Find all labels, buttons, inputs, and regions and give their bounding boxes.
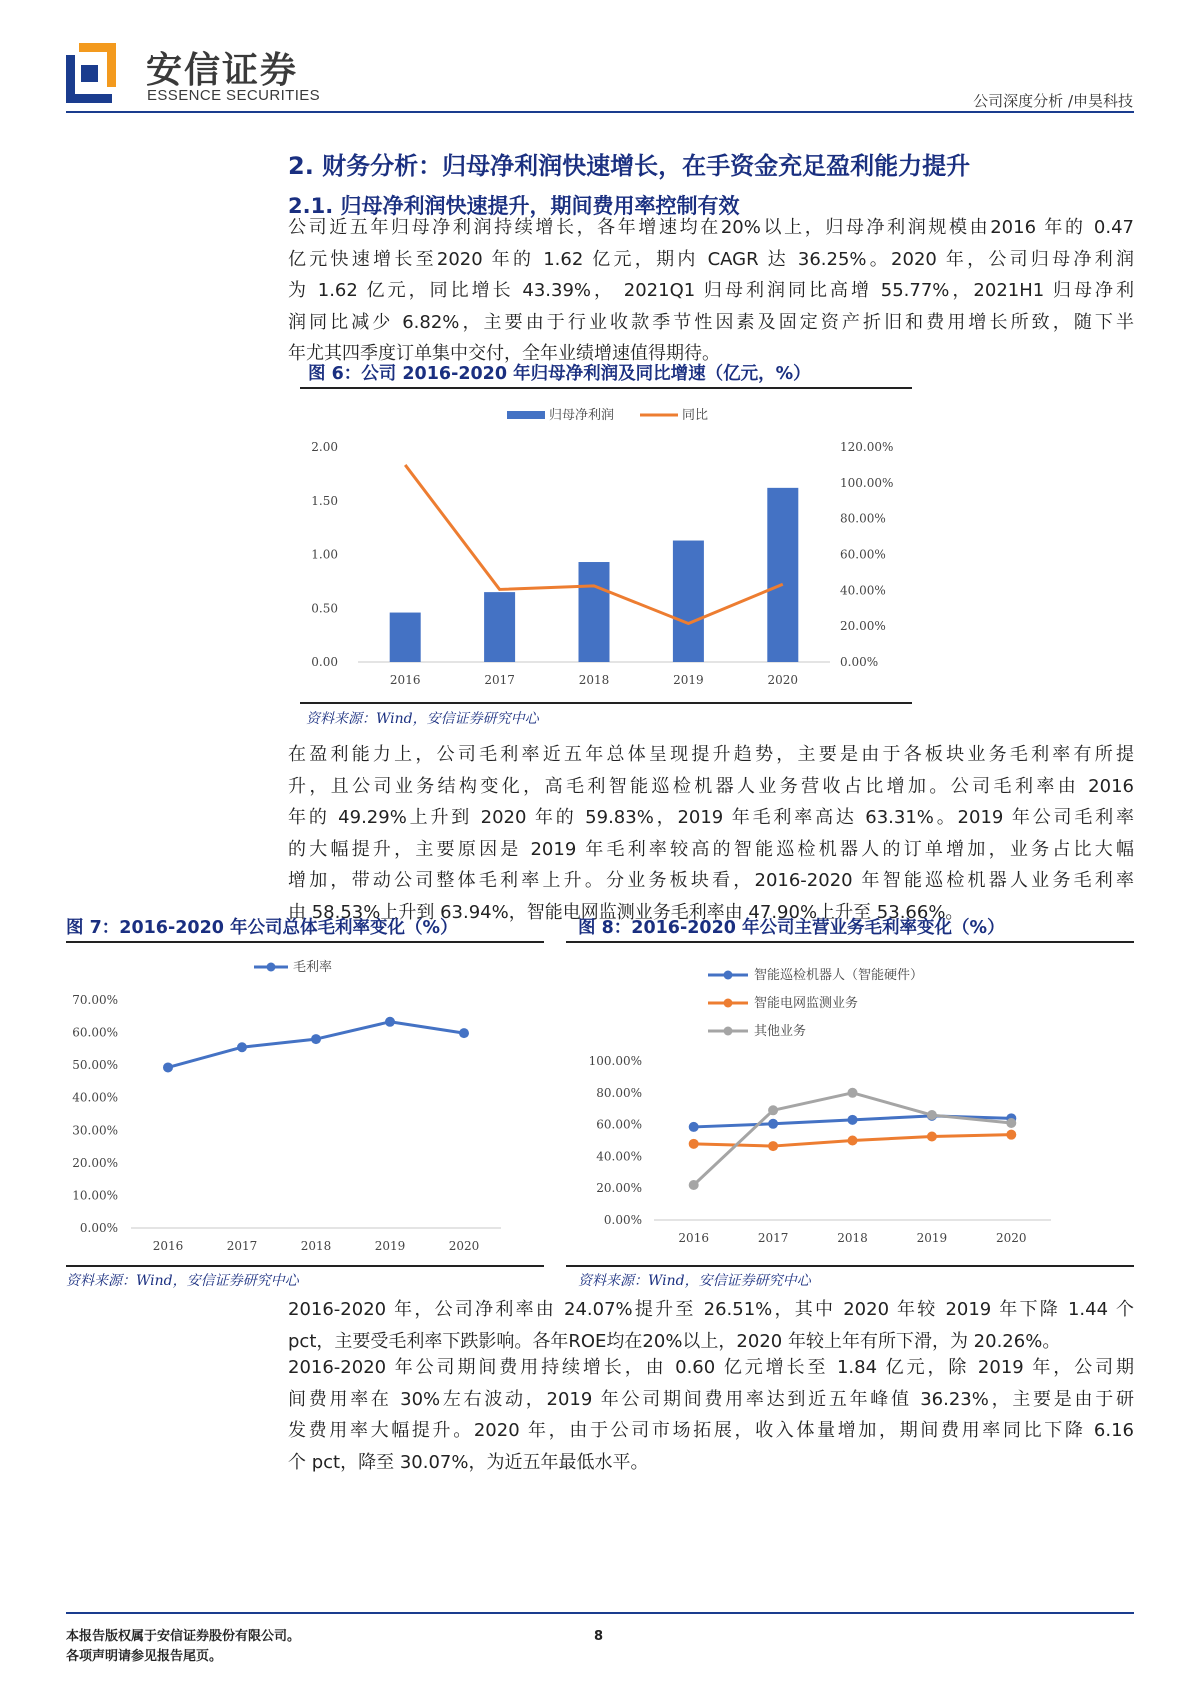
text-line: 在盈利能力上，公司毛利率近五年总体呈现提升趋势，主要是由于各板块业务毛利率有所提 <box>288 744 1134 765</box>
x-tick-label: 2016 <box>678 1231 709 1245</box>
page-number: 8 <box>594 1629 604 1644</box>
legend-label-gross-margin: 毛利率 <box>293 960 333 975</box>
data-point-1-2017 <box>768 1141 778 1151</box>
y-left-tick-label: 1.00 <box>311 547 338 562</box>
figure-7-title: 图 7：2016-2020 年公司总体毛利率变化（%） <box>66 918 458 938</box>
footer-disclaimer <box>66 1627 300 1667</box>
text-line: pct，主要受毛利率下跌影响。各年ROE均在20%以上，2020 年较上年有所下滑，为 20.26%。 <box>288 1330 1061 1352</box>
figure-6-chart <box>300 392 912 700</box>
legend-label-yoy: 同比 <box>682 408 709 423</box>
figure-8-title: 图 8：2016-2020 年公司主营业务毛利率变化（%） <box>578 918 1005 938</box>
y-tick-label: 50.00% <box>72 1058 118 1073</box>
bar-net-profit-2017 <box>484 592 515 662</box>
paragraph-net-margin <box>288 1294 1134 1357</box>
y-tick-label: 100.00% <box>588 1054 642 1068</box>
paragraph-expense-ratio <box>288 1352 1134 1478</box>
legend-label-0: 智能巡检机器人（智能硬件） <box>754 968 924 983</box>
data-point-0-2017 <box>768 1119 778 1129</box>
y-tick-label: 0.00% <box>79 1221 118 1235</box>
y-tick-label: 20.00% <box>72 1155 118 1170</box>
x-tick-label: 2020 <box>448 1239 480 1253</box>
bar-net-profit-2016 <box>390 613 421 662</box>
paragraph-gross-margin <box>288 739 1134 928</box>
y-right-tick-label: 100.00% <box>840 475 894 490</box>
figure-8-bottom-rule <box>566 1265 1134 1267</box>
y-right-tick-label: 80.00% <box>840 511 886 526</box>
legend-marker-0 <box>724 971 733 980</box>
bar-net-profit-2019 <box>673 541 704 662</box>
text-line: 润同比减少 6.82%，主要由于行业收款季节性因素及固定资产折旧和费用增长所致，随下半 <box>288 311 1134 333</box>
data-point-2-2017 <box>768 1105 778 1115</box>
x-tick-label: 2017 <box>226 1239 258 1253</box>
y-tick-label: 80.00% <box>596 1085 642 1100</box>
x-tick-label: 2016 <box>152 1239 184 1253</box>
legend-marker-gross-margin <box>267 963 276 972</box>
data-point-0-2017 <box>237 1042 247 1052</box>
figure-7-chart <box>66 945 544 1263</box>
text-line: 个 pct，降至 30.07%，为近五年最低水平。 <box>288 1451 649 1473</box>
subsection-title: 2.1. 归母净利润快速提升，期间费用率控制有效 <box>288 194 740 218</box>
y-tick-label: 20.00% <box>596 1181 642 1196</box>
text-line: 亿元快速增长至2020 年的 1.62 亿元，期内 CAGR 达 36.25%。2020 年，公司归母净利润 <box>288 248 1134 270</box>
section-title: 2. 财务分析：归母净利润快速增长，在手资金充足盈利能力提升 <box>288 152 971 180</box>
header-divider <box>66 111 1134 113</box>
data-point-2-2020 <box>1006 1118 1016 1128</box>
text-line: 升，且公司业务结构变化，高毛利智能巡检机器人业务营收占比增加。公司毛利率由 2016 <box>288 775 1134 797</box>
y-tick-label: 0.00% <box>603 1213 642 1227</box>
legend-swatch-net-profit <box>507 411 545 419</box>
y-tick-label: 60.00% <box>72 1025 118 1040</box>
brand-name-en: ESSENCE SECURITIES <box>147 87 321 104</box>
data-point-1-2019 <box>927 1132 937 1142</box>
text-line: 为 1.62 亿元，同比增长 43.39%， 2021Q1 归母利润同比高增 55.77%，2021H1 归母净利 <box>288 280 1134 301</box>
figure-6-source: 资料来源：Wind，安信证券研究中心 <box>306 711 539 727</box>
x-tick-label: 2018 <box>837 1231 868 1245</box>
data-point-2-2019 <box>927 1110 937 1120</box>
text-line: 年的 49.29%上升到 2020 年的 59.83%，2019 年毛利率高达 63.31%。2019 年公司毛利率 <box>288 807 1134 828</box>
legend-marker-2 <box>724 1027 733 1036</box>
y-tick-label: 30.00% <box>72 1123 118 1138</box>
legend-marker-1 <box>724 999 733 1008</box>
figure-7-source: 资料来源：Wind，安信证券研究中心 <box>66 1273 299 1289</box>
data-point-2-2016 <box>689 1180 699 1190</box>
y-left-tick-label: 0.00 <box>311 655 338 669</box>
paragraph-net-profit <box>288 212 1134 370</box>
text-line: 年尤其四季度订单集中交付，全年业绩增速值得期待。 <box>288 343 720 364</box>
text-line: 公司近五年归母净利润持续增长，各年增速均在20%以上，归母净利润规模由2016 年的 0.47 <box>288 217 1134 238</box>
y-left-tick-label: 1.50 <box>311 493 338 508</box>
footer-divider <box>66 1612 1134 1614</box>
data-point-1-2018 <box>848 1136 858 1146</box>
data-point-0-2016 <box>163 1062 173 1072</box>
brand-name-cn: 安信证券 <box>146 50 299 91</box>
report-type: 公司深度分析 /申昊科技 <box>973 92 1133 110</box>
footer-copyright: 本报告版权属于安信证券股份有限公司。 <box>66 1629 301 1644</box>
data-point-0-2016 <box>689 1122 699 1132</box>
x-tick-label: 2018 <box>300 1239 332 1253</box>
y-right-tick-label: 20.00% <box>840 619 886 634</box>
y-right-tick-label: 40.00% <box>840 583 886 598</box>
footer-notice: 各项声明请参见报告尾页。 <box>66 1649 223 1664</box>
data-point-1-2016 <box>689 1139 699 1149</box>
figure-6-bottom-rule <box>300 702 912 704</box>
y-right-tick-label: 0.00% <box>840 655 879 669</box>
x-tick-label: 2018 <box>578 673 610 687</box>
figure-7-top-rule <box>66 941 544 943</box>
x-tick-label: 2017 <box>757 1231 789 1245</box>
x-tick-label: 2020 <box>767 673 799 687</box>
data-point-0-2018 <box>848 1115 858 1125</box>
y-tick-label: 40.00% <box>596 1149 642 1164</box>
bar-net-profit-2018 <box>579 562 610 662</box>
text-line: 由 58.53%上升到 63.94%，智能电网监测业务毛利率由 47.90%上升至 53.66%。 <box>288 901 964 923</box>
y-left-tick-label: 2.00 <box>311 440 338 454</box>
figure-7-bottom-rule <box>66 1265 544 1267</box>
x-tick-label: 2017 <box>484 673 515 687</box>
figure-8-source: 资料来源：Wind，安信证券研究中心 <box>578 1273 811 1289</box>
data-point-0-2020 <box>459 1028 469 1038</box>
series-line-0 <box>168 1022 464 1068</box>
figure-8-chart <box>566 945 1134 1263</box>
data-point-1-2020 <box>1006 1130 1016 1140</box>
y-tick-label: 70.00% <box>72 993 118 1007</box>
y-tick-label: 40.00% <box>72 1090 118 1105</box>
legend-label-1: 智能电网监测业务 <box>754 996 859 1011</box>
x-tick-label: 2016 <box>389 673 421 687</box>
bar-net-profit-2020 <box>767 488 798 662</box>
y-tick-label: 60.00% <box>596 1117 642 1132</box>
data-point-0-2018 <box>311 1034 321 1044</box>
y-left-tick-label: 0.50 <box>311 601 338 616</box>
text-line: 发费用率大幅提升。2020 年，由于公司市场拓展，收入体量增加，期间费用率同比下降 6.16 <box>288 1420 1134 1441</box>
y-right-tick-label: 120.00% <box>840 440 894 454</box>
data-point-0-2019 <box>385 1017 395 1027</box>
figure-6-title: 图 6：公司 2016-2020 年归母净利润及同比增速（亿元，%） <box>308 364 811 384</box>
y-right-tick-label: 60.00% <box>840 547 886 562</box>
brand-logo-mark <box>66 43 116 103</box>
y-tick-label: 10.00% <box>72 1188 118 1203</box>
x-tick-label: 2019 <box>374 1239 406 1253</box>
legend-label-2: 其他业务 <box>754 1024 807 1039</box>
x-tick-label: 2019 <box>916 1231 948 1245</box>
x-tick-label: 2020 <box>996 1231 1027 1245</box>
legend-label-net-profit: 归母净利润 <box>549 408 615 423</box>
text-line: 2016-2020 年，公司净利率由 24.07%提升至 26.51%，其中 2020 年较 2019 年下降 1.44 个 <box>288 1299 1134 1320</box>
text-line: 增加，带动公司整体毛利率上升。分业务板块看，2016-2020 年智能巡检机器人业务毛利率 <box>288 870 1134 891</box>
text-line: 的大幅提升，主要原因是 2019 年毛利率较高的智能巡检机器人的订单增加，业务占比大幅 <box>288 838 1134 860</box>
x-tick-label: 2019 <box>673 673 704 687</box>
figure-8-top-rule <box>566 941 1134 943</box>
text-line: 间费用率在 30%左右波动，2019 年公司期间费用率达到近五年峰值 36.23%，主要是由于研 <box>288 1388 1134 1410</box>
text-line: 2016-2020 年公司期间费用持续增长，由 0.60 亿元增长至 1.84 亿元，除 2019 年，公司期 <box>288 1357 1134 1378</box>
data-point-2-2018 <box>848 1088 858 1098</box>
figure-6-top-rule <box>300 387 912 389</box>
